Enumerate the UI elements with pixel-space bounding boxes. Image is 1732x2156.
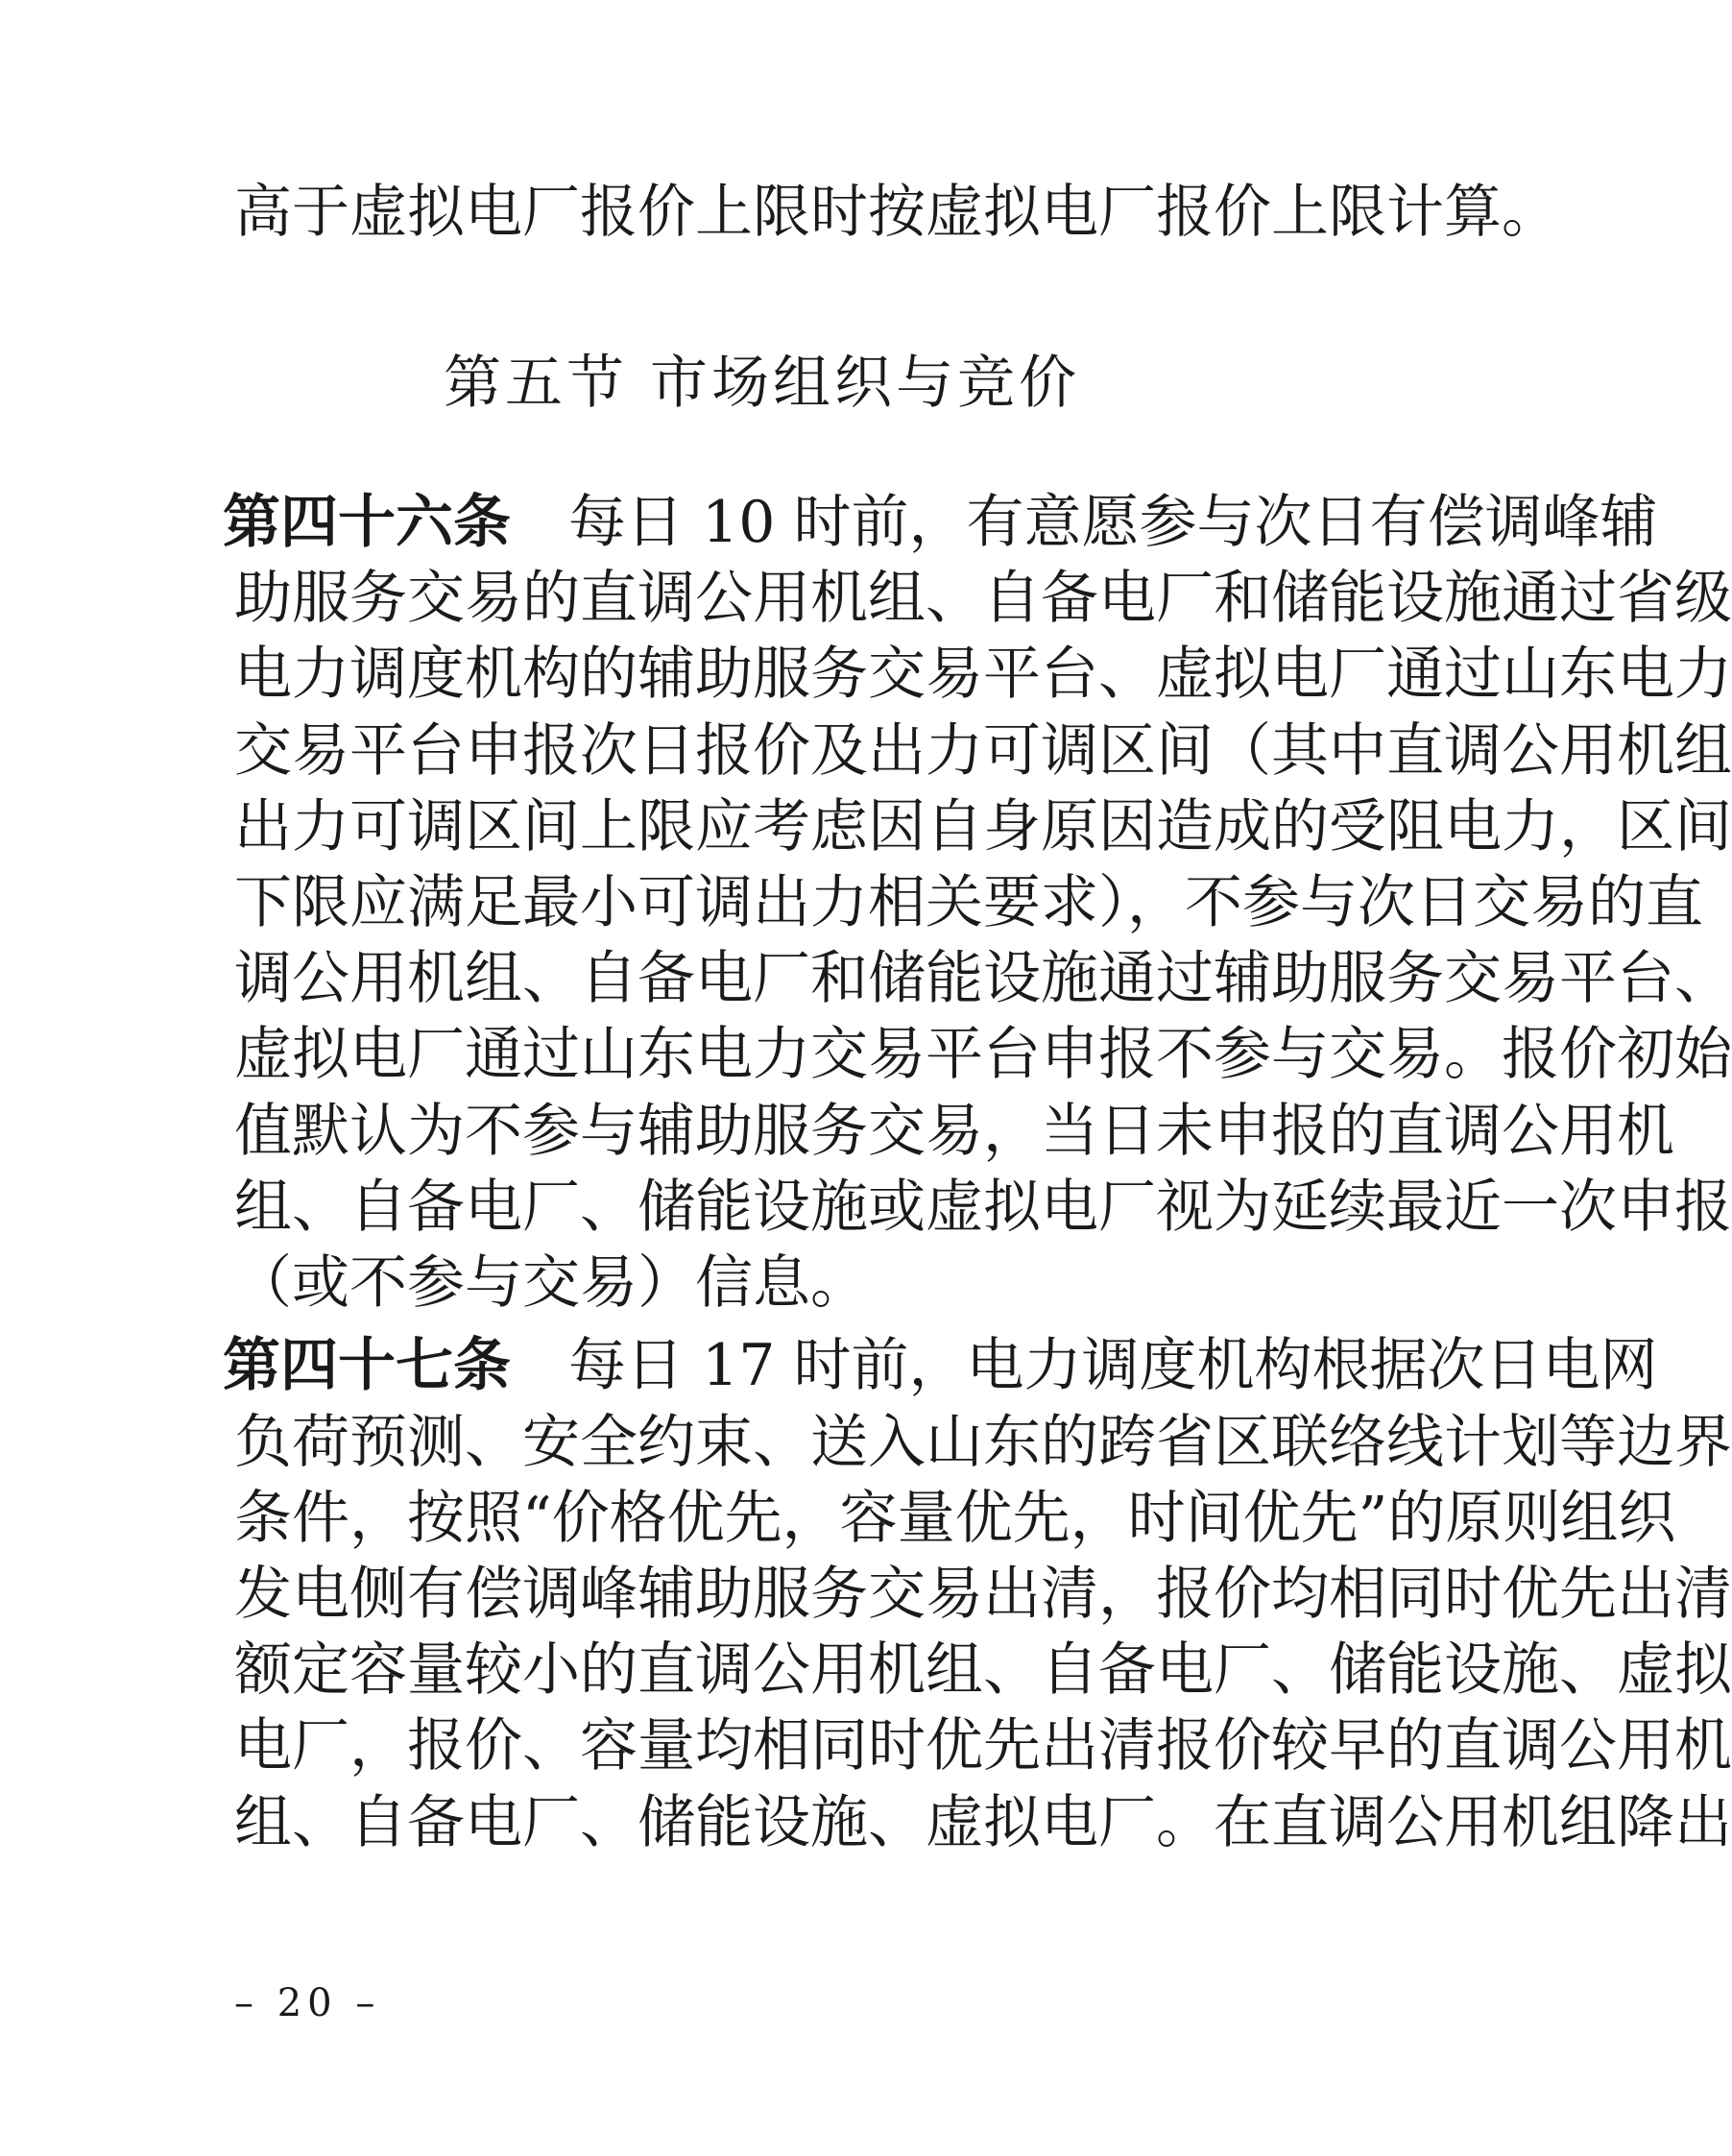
article46-line-8: 值默认为不参与辅助服务交易，当日未申报的直调公用机 (234, 1098, 1674, 1165)
article46-line-3: 交易平台申报次日报价及出力可调区间（其中直调公用机组 (234, 717, 1732, 785)
article46-line-5: 下限应满足最小可调出力相关要求），不参与次日交易的直 (234, 869, 1703, 936)
article47-line-5: 电厂，报价、容量均相同时优先出清报价较早的直调公用机 (234, 1712, 1732, 1780)
article47-line-3: 发电侧有偿调峰辅助服务交易出清，报价均相同时优先出清 (234, 1561, 1732, 1628)
intro-line: 高于虚拟电厂报价上限时按虚拟电厂报价上限计算。 (234, 179, 1559, 246)
page-number: – 20 – (234, 1981, 381, 2025)
section-title: 第五节 市场组织与竞价 (443, 350, 1081, 417)
article47-heading: 第四十七条 (223, 1332, 511, 1399)
article46-line-9: 组、自备电厂、储能设施或虚拟电厂视为延续最近一次申报 (234, 1174, 1732, 1241)
article46-line-4: 出力可调区间上限应考虑因自身原因造成的受阻电力，区间 (234, 793, 1732, 860)
article46-line-2: 电力调度机构的辅助服务交易平台、虚拟电厂通过山东电力 (234, 641, 1732, 708)
article47-line-6: 组、自备电厂、储能设施、虚拟电厂。在直调公用机组降出 (234, 1789, 1732, 1856)
article47-line-1: 负荷预测、安全约束、送入山东的跨省区联络线计划等边界 (234, 1409, 1732, 1476)
article46-line-6: 调公用机组、自备电厂和储能设施通过辅助服务交易平台、 (234, 945, 1732, 1012)
article46-line-1: 助服务交易的直调公用机组、自备电厂和储能设施通过省级 (234, 565, 1732, 632)
article47-first-line (223, 1327, 1658, 1404)
article46-heading: 第四十六条 (223, 489, 511, 556)
article47-line-2: 条件，按照“价格优先，容量优先，时间优先”的原则组织 (234, 1485, 1676, 1552)
article46-line-0: 每日 10 时前，有意愿参与次日有偿调峰辅 (568, 489, 1658, 556)
article46-line-10: （或不参与交易）信息。 (234, 1249, 868, 1317)
article47-line-4: 额定容量较小的直调公用机组、自备电厂、储能设施、虚拟 (234, 1636, 1732, 1704)
article47-line-0: 每日 17 时前，电力调度机构根据次日电网 (568, 1332, 1658, 1399)
article46-line-7: 虚拟电厂通过山东电力交易平台申报不参与交易。报价初始 (234, 1021, 1732, 1088)
article46-first-line (223, 484, 1658, 561)
